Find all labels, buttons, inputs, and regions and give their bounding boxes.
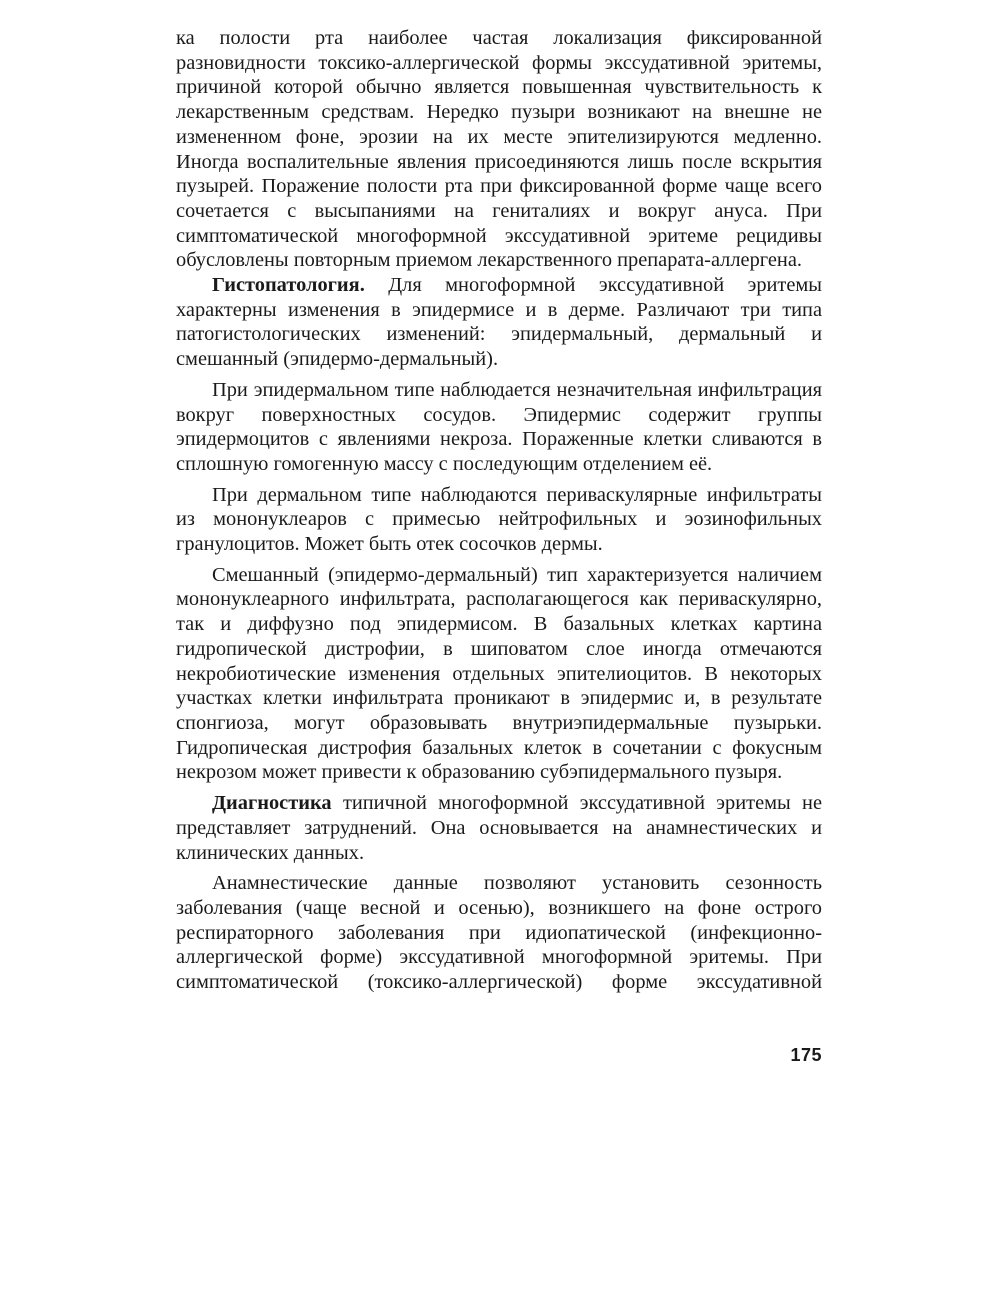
paragraph-text: Анамнестические данные позволяют установить сезонность заболевания (чаще весной и осенью), возникшего на фоне острого респираторного заболевания при идиопатической (инфекционно-аллергической форме) экссудативной многоформной эритемы. При симптоматической (токсико-аллергической) форме экссудативной (176, 872, 822, 994)
paragraph-text: Смешанный (эпидермо-дермальный) тип характеризуется наличием мононуклеарного инфильтрата, располагающегося как периваскулярно, так и диффузно под эпидермисом. В базальных клетках картина гидропической дистрофии, в шиповатом слое иногда отмечаются некробиотические изменения отдельных эпителиоцитов. В некоторых участках клетки инфильтрата проникают в эпидермис и, в результате спонгиоза, могут образовывать внутриэпидермальные пузырьки. Гидропическая дистрофия базальных клеток в сочетании с фокусным некрозом может привести к образованию субэпидермального пузыря. (176, 563, 822, 784)
paragraph-dermal-type (176, 483, 822, 557)
paragraph-text: ка полости рта наиболее частая локализация фиксированной разновидности токсико-аллергической формы экссудативной эритемы, причиной которой обычно является повышенная чувствительность к лекарственным средствам. Нередко пузыри возникают на внешне не измененном фоне, эрозии на их месте эпителизируются медленно. Иногда воспалительные явления присоединяются лишь после вскрытия пузырей. Поражение полости рта при фиксированной форме чаще всего сочетается с высыпаниями на гениталиях и вокруг ануса. При симптоматической многоформной экссудативной эритеме рецидивы обусловлены повторным приемом лекарственного препарата-аллергена. (176, 27, 822, 272)
paragraph-mixed-type (176, 563, 822, 785)
section-heading-histopathology: Гистопатология. (212, 274, 365, 297)
page-number: 175 (790, 1045, 822, 1065)
paragraph-epidermal-type (176, 378, 822, 477)
paragraph-text: При дермальном типе наблюдаются периваскулярные инфильтраты из мононуклеаров с примесью нейтрофильных и эозинофильных гранулоцитов. Может быть отек сосочков дермы. (176, 483, 822, 556)
paragraph-text: Для многоформной экссудативной эритемы характерны изменения в эпидермисе и в дерме. Различают три типа патогистологических изменений: эпидермальный, дермальный и смешанный (эпидермо-дермальный). (176, 274, 822, 371)
paragraph-histopathology (176, 273, 822, 372)
paragraph-diagnostics (176, 791, 822, 865)
paragraph-intro (176, 26, 822, 273)
paragraph-text: При эпидермальном типе наблюдается незначительная инфильтрация вокруг поверхностных сосудов. Эпидермис содержит группы эпидермоцитов с явлениями некроза. Пораженные клетки сливаются в сплошную гомогенную массу с последующим отделением её. (176, 378, 822, 475)
page-text (176, 26, 822, 995)
paragraph-text: типичной многоформной экссудативной эритемы не представляет затруднений. Она основывается на анамнестических и клинических данных. (176, 792, 822, 864)
section-heading-diagnostics: Диагностика (212, 792, 332, 815)
paragraph-anamnesis (176, 871, 822, 995)
